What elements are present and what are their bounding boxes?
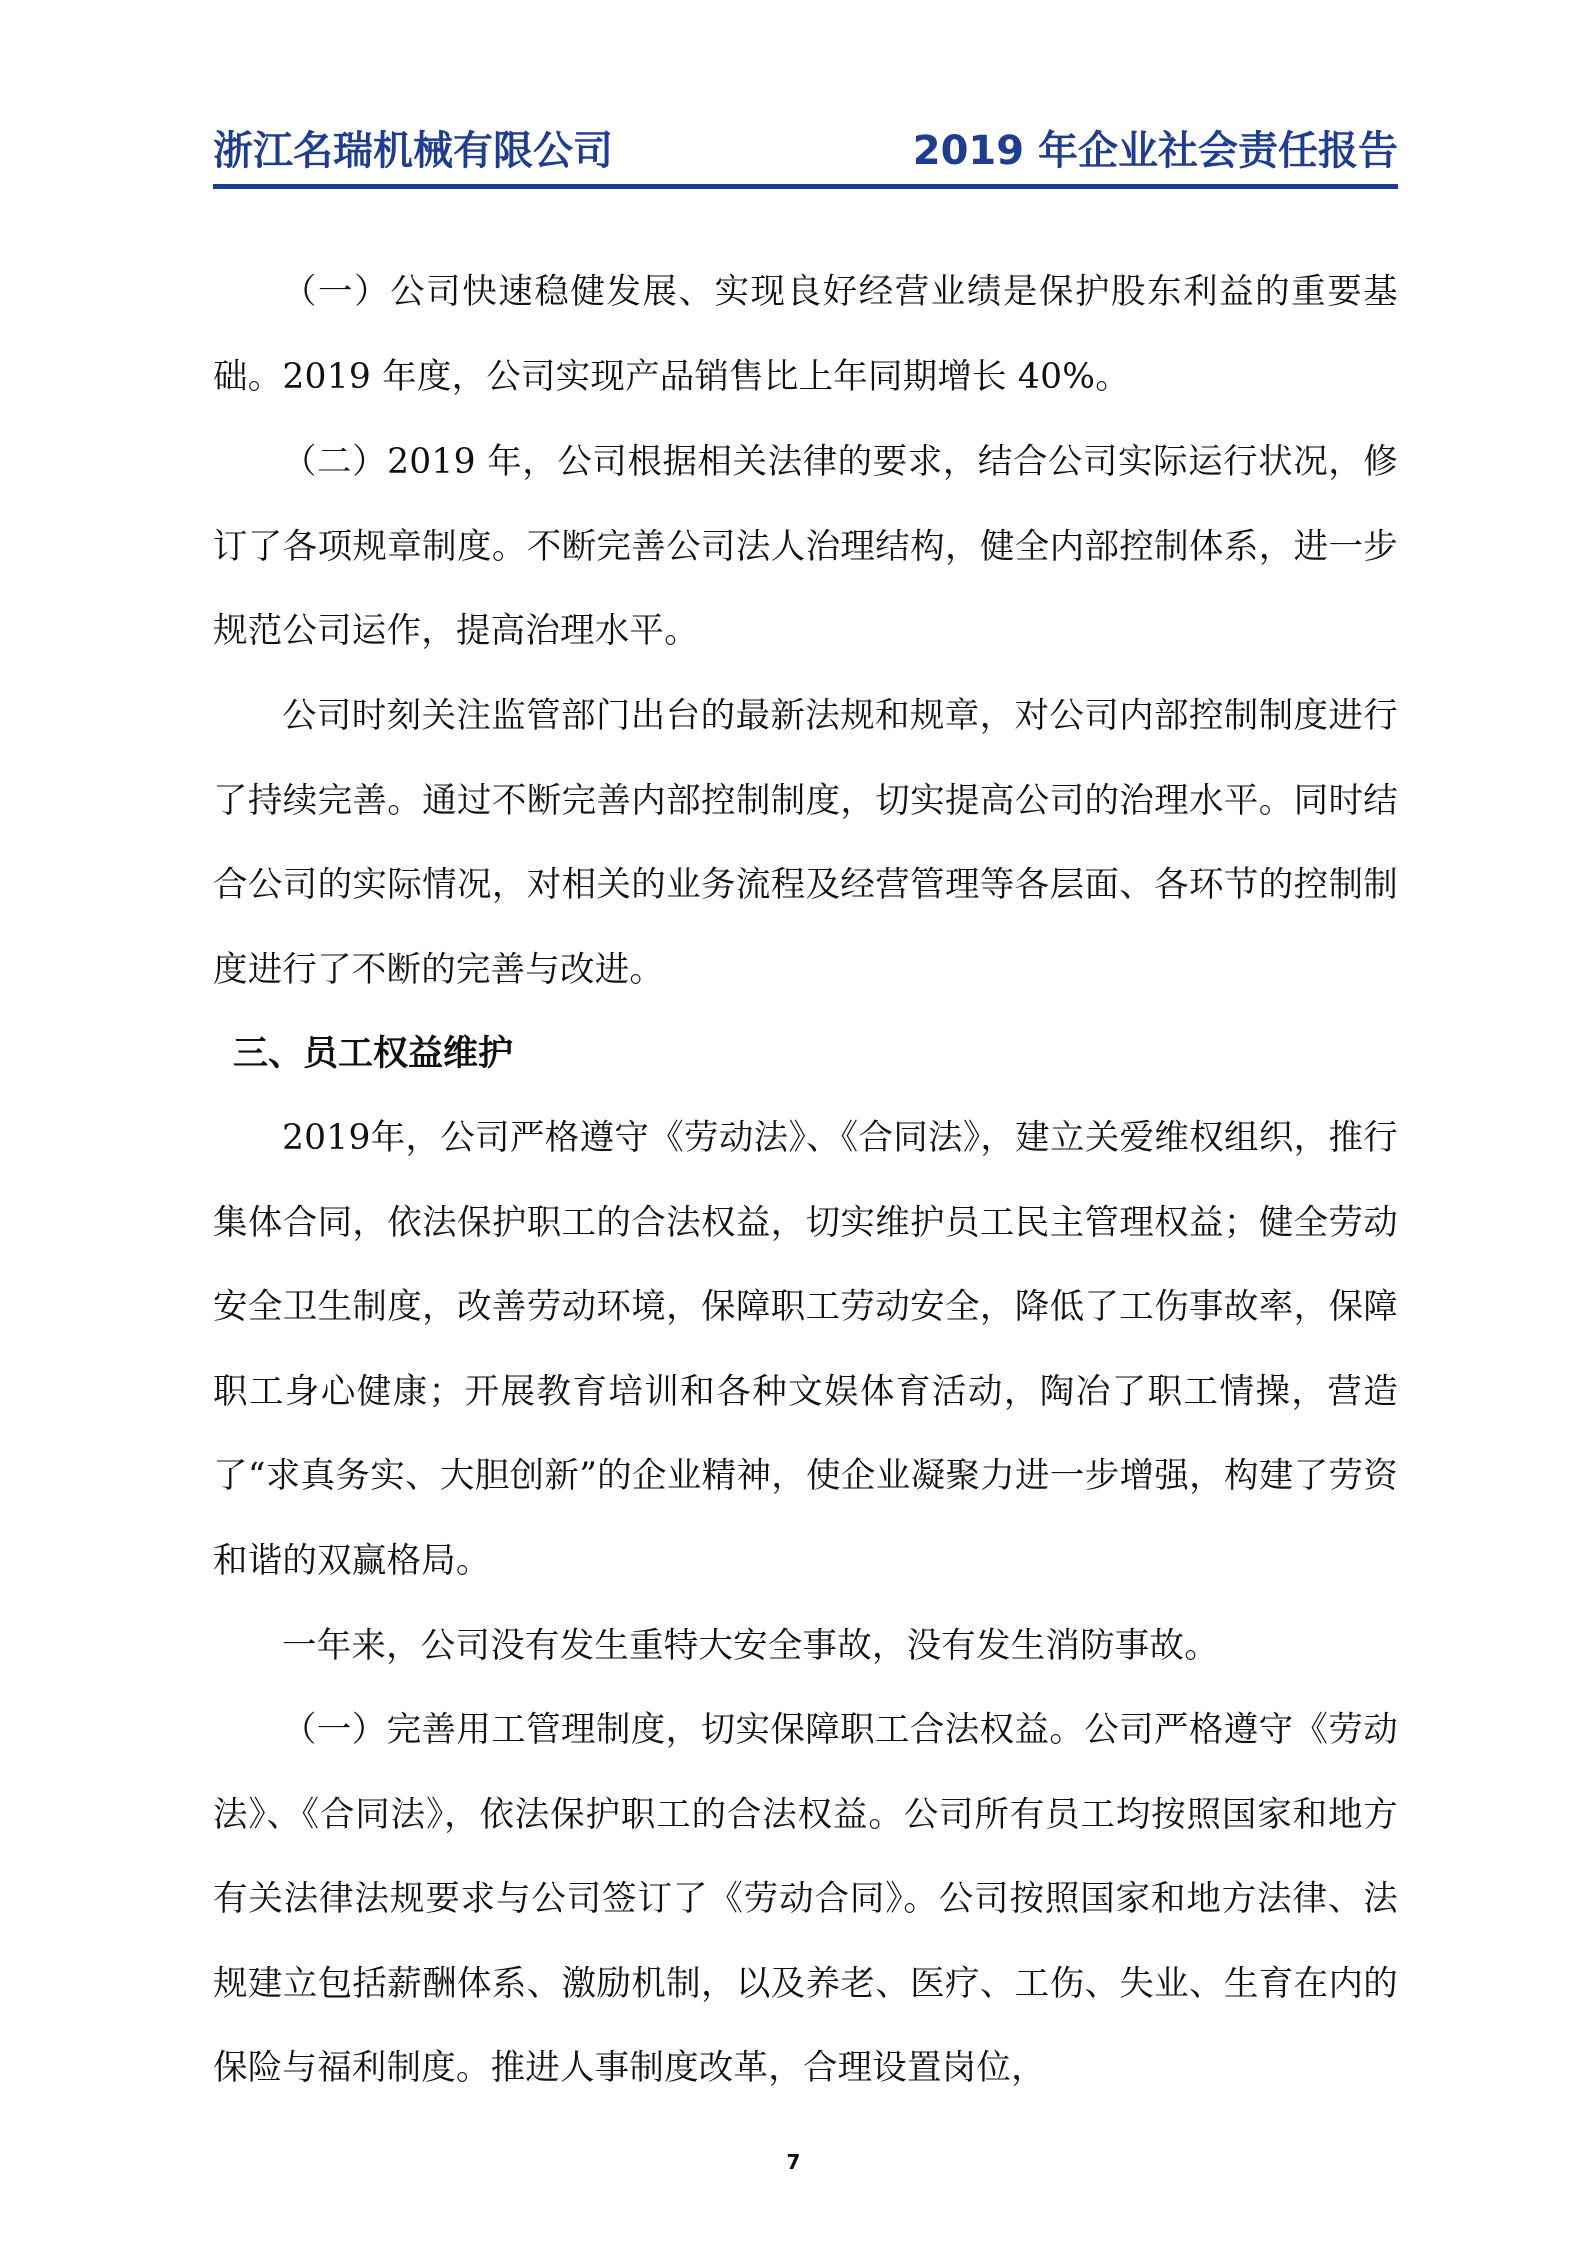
report-title: 2019 年企业社会责任报告 (912, 128, 1398, 174)
page-number: 7 (786, 2150, 801, 2174)
paragraph-labor-management: （一）完善用工管理制度，切实保障职工合法权益。公司严格遵守《劳动法》、《合同法》，依法保护职工的合法权益。公司所有员工均按照国家和地方有关法律法规要求与公司签订了《劳动合同》。公司按照国家和地方法律、法规建立包括薪酬体系、激励机制，以及养老、医疗、工伤、失业、生育在内的保险与福利制度。推进人事制度改革，合理设置岗位， (213, 1710, 1398, 2088)
company-name: 浙江名瑞机械有限公司 (213, 128, 613, 174)
section-heading-employee-rights: 三、员工权益维护 (233, 1034, 514, 1074)
paragraph-shareholder-growth: （一）公司快速稳健发展、实现良好经营业绩是保护股东利益的重要基础。2019 年度，公司实现产品销售比上年同期增长 40%。 (213, 272, 1398, 397)
paragraph-regulations: （二）2019 年，公司根据相关法律的要求，结合公司实际运行状况，修订了各项规章制度。不断完善公司法人治理结构，健全内部控制体系，进一步规范公司运作，提高治理水平。 (213, 442, 1398, 651)
paragraph-safety: 一年来，公司没有发生重特大安全事故，没有发生消防事故。 (282, 1626, 1219, 1666)
header-divider (213, 184, 1398, 189)
paragraph-internal-control: 公司时刻关注监管部门出台的最新法规和规章，对公司内部控制制度进行了持续完善。通过不断完善内部控制制度，切实提高公司的治理水平。同时结合公司的实际情况，对相关的业务流程及经营管理等各层面、各环节的控制制度进行了不断的完善与改进。 (213, 696, 1398, 990)
page-header (213, 120, 1398, 182)
paragraph-employee-rights: 2019年，公司严格遵守《劳动法》、《合同法》，建立关爱维权组织，推行集体合同，依法保护职工的合法权益，切实维护员工民主管理权益；健全劳动安全卫生制度，改善劳动环境，保障职工劳动安全，降低了工伤事故率，保障职工身心健康；开展教育培训和各种文娱体育活动，陶冶了职工情操，营造了“求真务实、大胆创新”的企业精神，使企业凝聚力进一步增强，构建了劳资和谐的双赢格局。 (213, 1118, 1398, 1581)
